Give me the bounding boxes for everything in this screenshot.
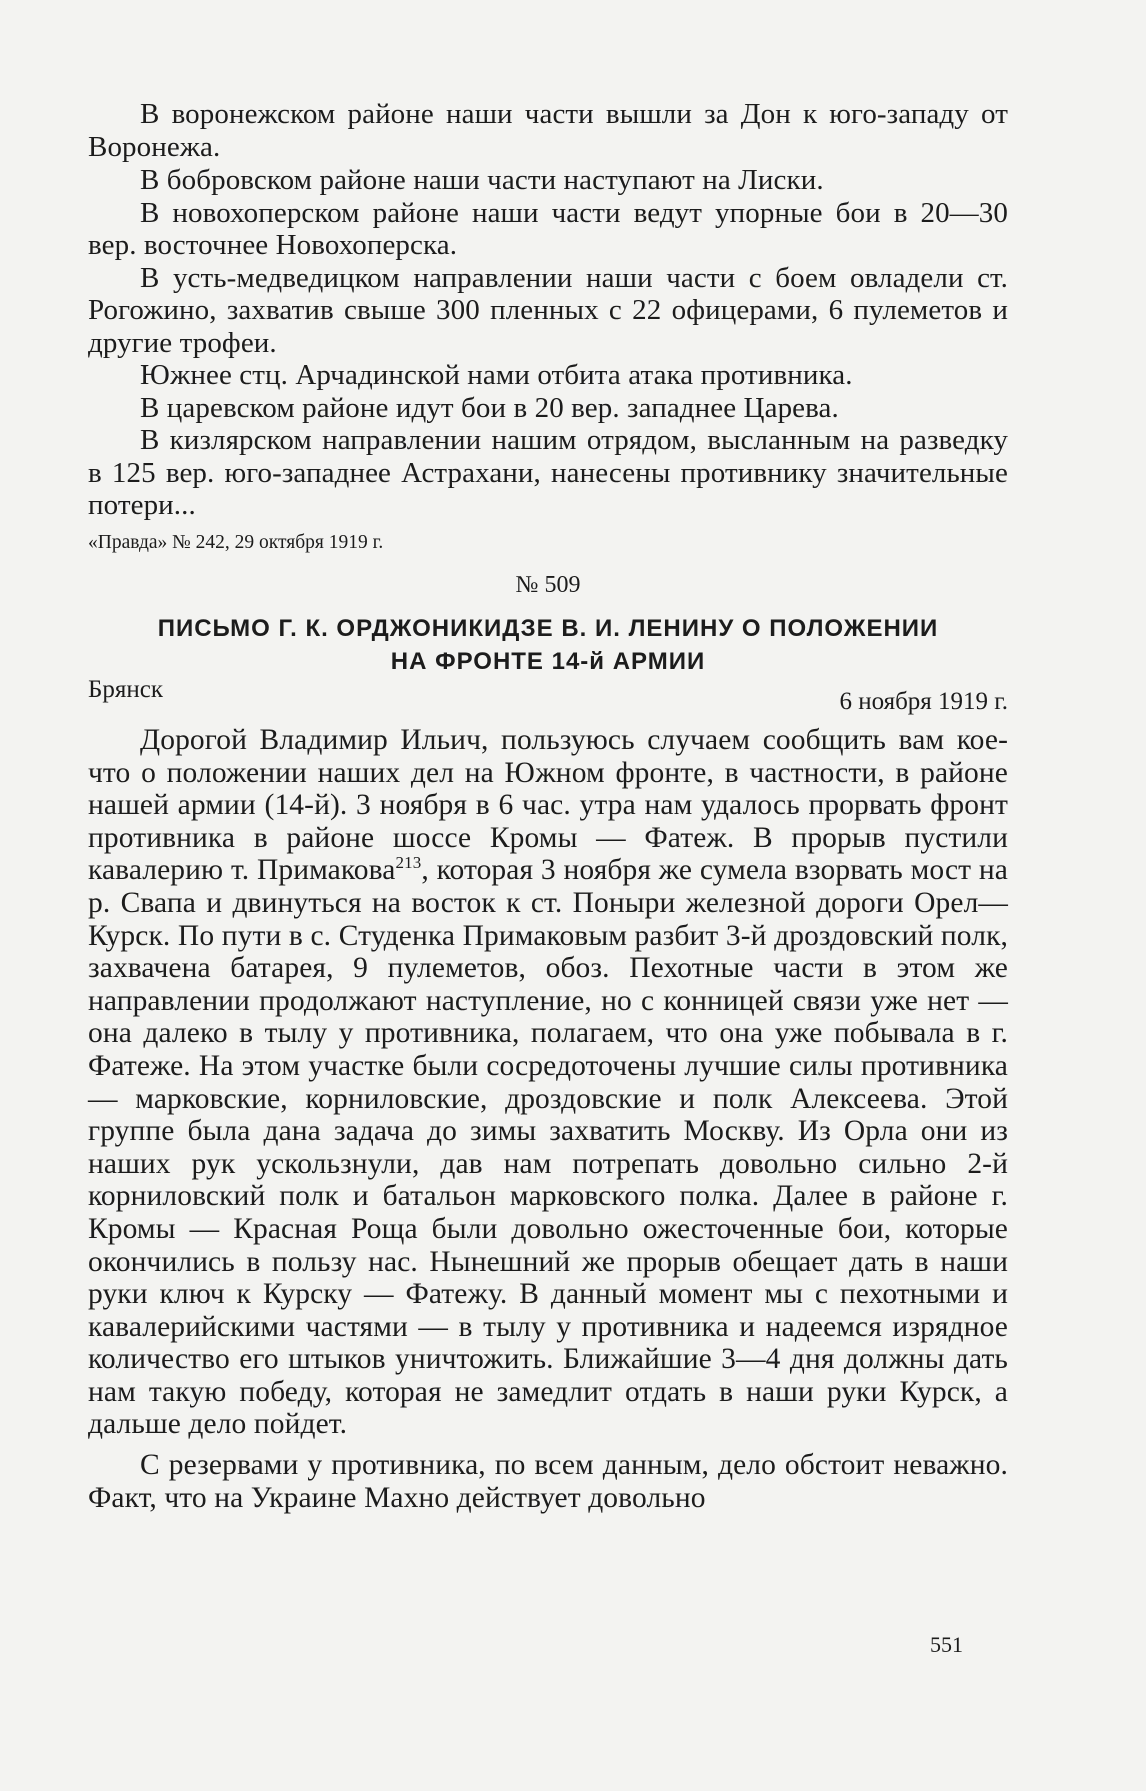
report-paragraph: В усть-медведицком направлении наши части с боем овладели ст. Рогожино, захватив свыше 300 пленных с 22 офицерами, 6 пулеметов и другие трофеи.	[88, 261, 1008, 359]
report-paragraph: В кизлярском направлении нашим отрядом, высланным на разведку в 125 вер. юго-западнее Астрахани, нанесены противнику значительные потери...	[88, 424, 1008, 521]
report-paragraph: В бобровском районе наши части наступают на Лиски.	[140, 164, 824, 196]
document-title	[88, 612, 1008, 678]
report-paragraph: В воронежском районе наши части вышли за Дон к юго-западу от Воронежа.	[88, 98, 1008, 163]
document-number: № 509	[515, 572, 581, 598]
title-line-1: ПИСЬМО Г. К. ОРДЖОНИКИДЗЕ В. И. ЛЕНИНУ О ПОЛОЖЕНИИ	[157, 615, 939, 642]
letter-paragraph-2: С резервами у противника, по всем данным, дело обстоит неважно. Факт, что на Украине Махно действует довольно	[88, 1449, 1008, 1514]
place-date-line	[88, 676, 1008, 715]
letter-body	[88, 724, 1008, 1514]
footnote-ref: 213	[395, 853, 422, 873]
letter-text: , которая 3 ноября же сумела взорвать мост на р. Свапа и двинуться на восток к ст. Поныри железной дороги Орел—Курск. По пути в с. Студенка Примаковым разбит 3-й дроздовский полк, захвачена батарея, 9 пулеметов, обоз. Пехотные части в этом же направлении продолжают наступление, но с конницей связи уже нет — она далеко в тылу у противника, полагаем, что она уже побывала в г. Фатеже. На этом участке были сосредоточены лучшие силы противника — марковские, корниловские, дроздовские и полк Алексеева. Этой группе была дана задача до зимы захватить Москву. Из Орла они из наших рук ускользнули, дав нам потрепать довольно сильно 2-й корниловский полк и батальон марковского полка. Далее в районе г. Кромы — Красная Роща были довольно ожесточенные бои, которые окончились в пользу нас. Нынешний же прорыв обещает дать в наши руки ключ к Курску — Фатежу. В данный момент мы с пехотными и кавалерийскими частями — в тылу у противника и надеемся изрядное количество его штыков уничтожить. Ближайшие 3—4 дня должны дать нам такую победу, которая не замедлит отдать в наши руки Курск, а дальше дело пойдет.	[88, 854, 1008, 1441]
report-paragraph: Южнее стц. Арчадинской нами отбита атака противника.	[140, 359, 853, 391]
source-citation: «Правда» № 242, 29 октября 1919 г.	[88, 532, 384, 553]
document-header	[88, 572, 1008, 599]
page-number: 551	[930, 1632, 963, 1657]
document-date: 6 ноября 1919 г.	[839, 688, 1008, 715]
letter-paragraph-1	[88, 724, 1008, 1441]
title-line-2: НА ФРОНТЕ 14-й АРМИИ	[390, 648, 706, 675]
report-section	[88, 98, 1008, 522]
report-source	[88, 530, 1008, 556]
report-paragraph: В царевском районе идут бои в 20 вер. западнее Царева.	[140, 391, 839, 424]
report-paragraph: В новохоперском районе наши части ведут упорные бои в 20—30 вер. восточнее Новохоперска.	[88, 196, 1008, 261]
letter-text: Дорогой Владимир Ильич, пользуюсь случаем сообщить вам кое-что о положении наших дел на Южном фронте, в частности, в районе нашей армии (14-й). 3 ноября в 6 час. утра нам удалось прорвать фронт противника в районе шоссе Кромы — Фатеж. В прорыв пустили кавалерию т. Примакова	[88, 724, 1008, 887]
document-place: Брянск	[88, 676, 163, 703]
